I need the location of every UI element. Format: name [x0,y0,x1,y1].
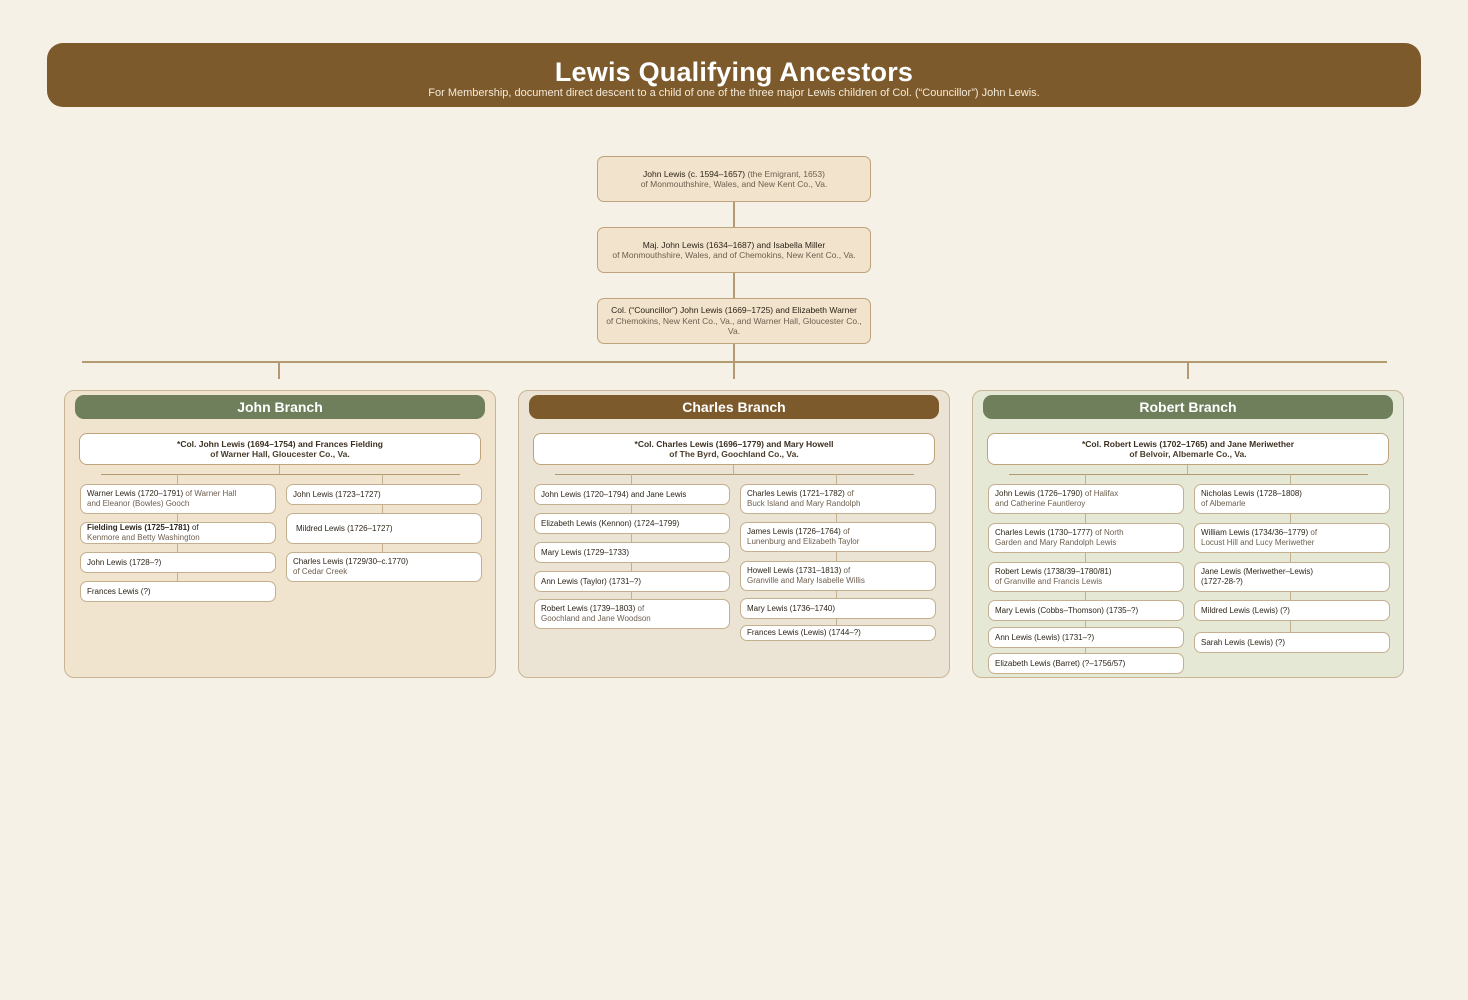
child-john-lewis-1720: John Lewis (1720–1794) and Jane Lewis [534,484,730,505]
generation-place: of Monmouthshire, Wales, and of Chemokins, New Kent Co., Va. [612,250,856,260]
connector-line [279,465,280,474]
child-elizabeth-lewis-kennon: Elizabeth Lewis (Kennon) (1724–1799) [534,513,730,534]
branch-head-place: of Warner Hall, Gloucester Co., Va. [210,449,350,459]
branch-head-john [79,433,481,465]
child-mary-lewis-1729: Mary Lewis (1729–1733) [534,542,730,563]
chart-header [47,43,1421,107]
branch-head-place: of The Byrd, Goochland Co., Va. [669,449,799,459]
branch-head-name: *Col. Charles Lewis (1696–1779) and Mary Howell [634,439,834,449]
child-mary-lewis-cobbs: Mary Lewis (Cobbs–Thomson) (1735–?) [988,600,1184,621]
generation-place: of Monmouthshire, Wales, and New Kent Co., Va. [640,179,828,189]
children-bar [101,474,460,475]
branch-panel-john [64,390,496,678]
branch-head-place: of Belvoir, Albemarle Co., Va. [1129,449,1247,459]
child-elizabeth-lewis-barret: Elizabeth Lewis (Barret) (?–1756/57) [988,653,1184,674]
child-sarah-lewis: Sarah Lewis (Lewis) (?) [1194,632,1390,653]
branch-head-charles [533,433,935,465]
generation-box-councillor [597,298,871,344]
generation-note: (the Emigrant, 1653) [745,168,825,179]
child-james-lewis: James Lewis (1726–1764) of Lunenburg and Elizabeth Taylor [740,522,936,552]
child-robert-lewis-1738: Robert Lewis (1738/39–1780/81) of Granville and Francis Lewis [988,562,1184,592]
page-subtitle: For Membership, document direct descent to a child of one of the three major Lewis children of Col. (“Councillor”) John Lewis. [428,87,1040,99]
child-john-lewis-1726: John Lewis (1726–1790) of Halifax and Catherine Fauntleroy [988,484,1184,514]
child-mary-lewis-1736: Mary Lewis (1736–1740) [740,598,936,619]
child-jane-lewis: Jane Lewis (Meriwether–Lewis) (1727-28-?) [1194,562,1390,592]
child-warner-lewis: Warner Lewis (1720–1791) of Warner Hall and Eleanor (Bowles) Gooch [80,484,276,514]
child-john-lewis-1728: John Lewis (1728–?) [80,552,276,573]
generation-place: of Chemokins, New Kent Co., Va., and Warner Hall, Gloucester Co., Va. [606,315,862,337]
children-bar [555,474,914,475]
child-mildred-lewis: Mildred Lewis (1726–1727) [286,513,482,544]
child-ann-lewis-taylor: Ann Lewis (Taylor) (1731–?) [534,571,730,592]
branch-head-robert [987,433,1389,465]
child-charles-lewis-1729: Charles Lewis (1729/30–c.1770) of Cedar Creek [286,552,482,582]
connector-line [278,362,280,379]
connector-line [733,465,734,474]
child-ann-lewis-lewis: Ann Lewis (Lewis) (1731–?) [988,627,1184,648]
child-howell-lewis: Howell Lewis (1731–1813) of Granville and Mary Isabelle Willis [740,561,936,591]
generation-name: John Lewis (c. 1594–1657) [643,168,746,179]
child-robert-lewis-1739: Robert Lewis (1739–1803) of Goochland and Jane Woodson [534,599,730,629]
branch-title-robert: Robert Branch [983,395,1393,419]
generation-box-major [597,227,871,273]
child-mildred-lewis-lewis: Mildred Lewis (Lewis) (?) [1194,600,1390,621]
child-john-lewis-1723: John Lewis (1723–1727) [286,484,482,505]
child-william-lewis: William Lewis (1734/36–1779) of Locust Hill and Lucy Meriwether [1194,523,1390,553]
branch-head-name: *Col. Robert Lewis (1702–1765) and Jane Meriwether [1081,439,1295,449]
child-frances-lewis: Frances Lewis (?) [80,581,276,602]
branch-title-charles: Charles Branch [529,395,939,419]
generation-name: Maj. John Lewis (1634–1687) and Isabella Miller [642,239,826,250]
branch-panel-robert [972,390,1404,678]
branch-head-name: *Col. John Lewis (1694–1754) and Frances Fielding [177,439,383,449]
generation-box-emigrant [597,156,871,202]
connector-line [1187,465,1188,474]
child-frances-lewis-lewis: Frances Lewis (Lewis) (1744–?) [740,625,936,641]
connector-line [1187,362,1189,379]
child-nicholas-lewis: Nicholas Lewis (1728–1808) of Albemarle [1194,484,1390,514]
connector-line [733,202,735,227]
connector-line [733,273,735,298]
branch-title-john: John Branch [75,395,485,419]
generation-name: Col. (“Councillor”) John Lewis (1669–1725) and Elizabeth Warner [611,305,857,316]
child-fielding-lewis: Fielding Lewis (1725–1781) of Kenmore and Betty Washington [80,522,276,544]
child-charles-lewis-1730: Charles Lewis (1730–1777) of North Garden and Mary Randolph Lewis [988,523,1184,553]
page-title: Lewis Qualifying Ancestors [554,57,914,87]
branch-panel-charles [518,390,950,678]
child-charles-lewis-1721: Charles Lewis (1721–1782) of Buck Island and Mary Randolph [740,484,936,514]
children-bar [1009,474,1368,475]
